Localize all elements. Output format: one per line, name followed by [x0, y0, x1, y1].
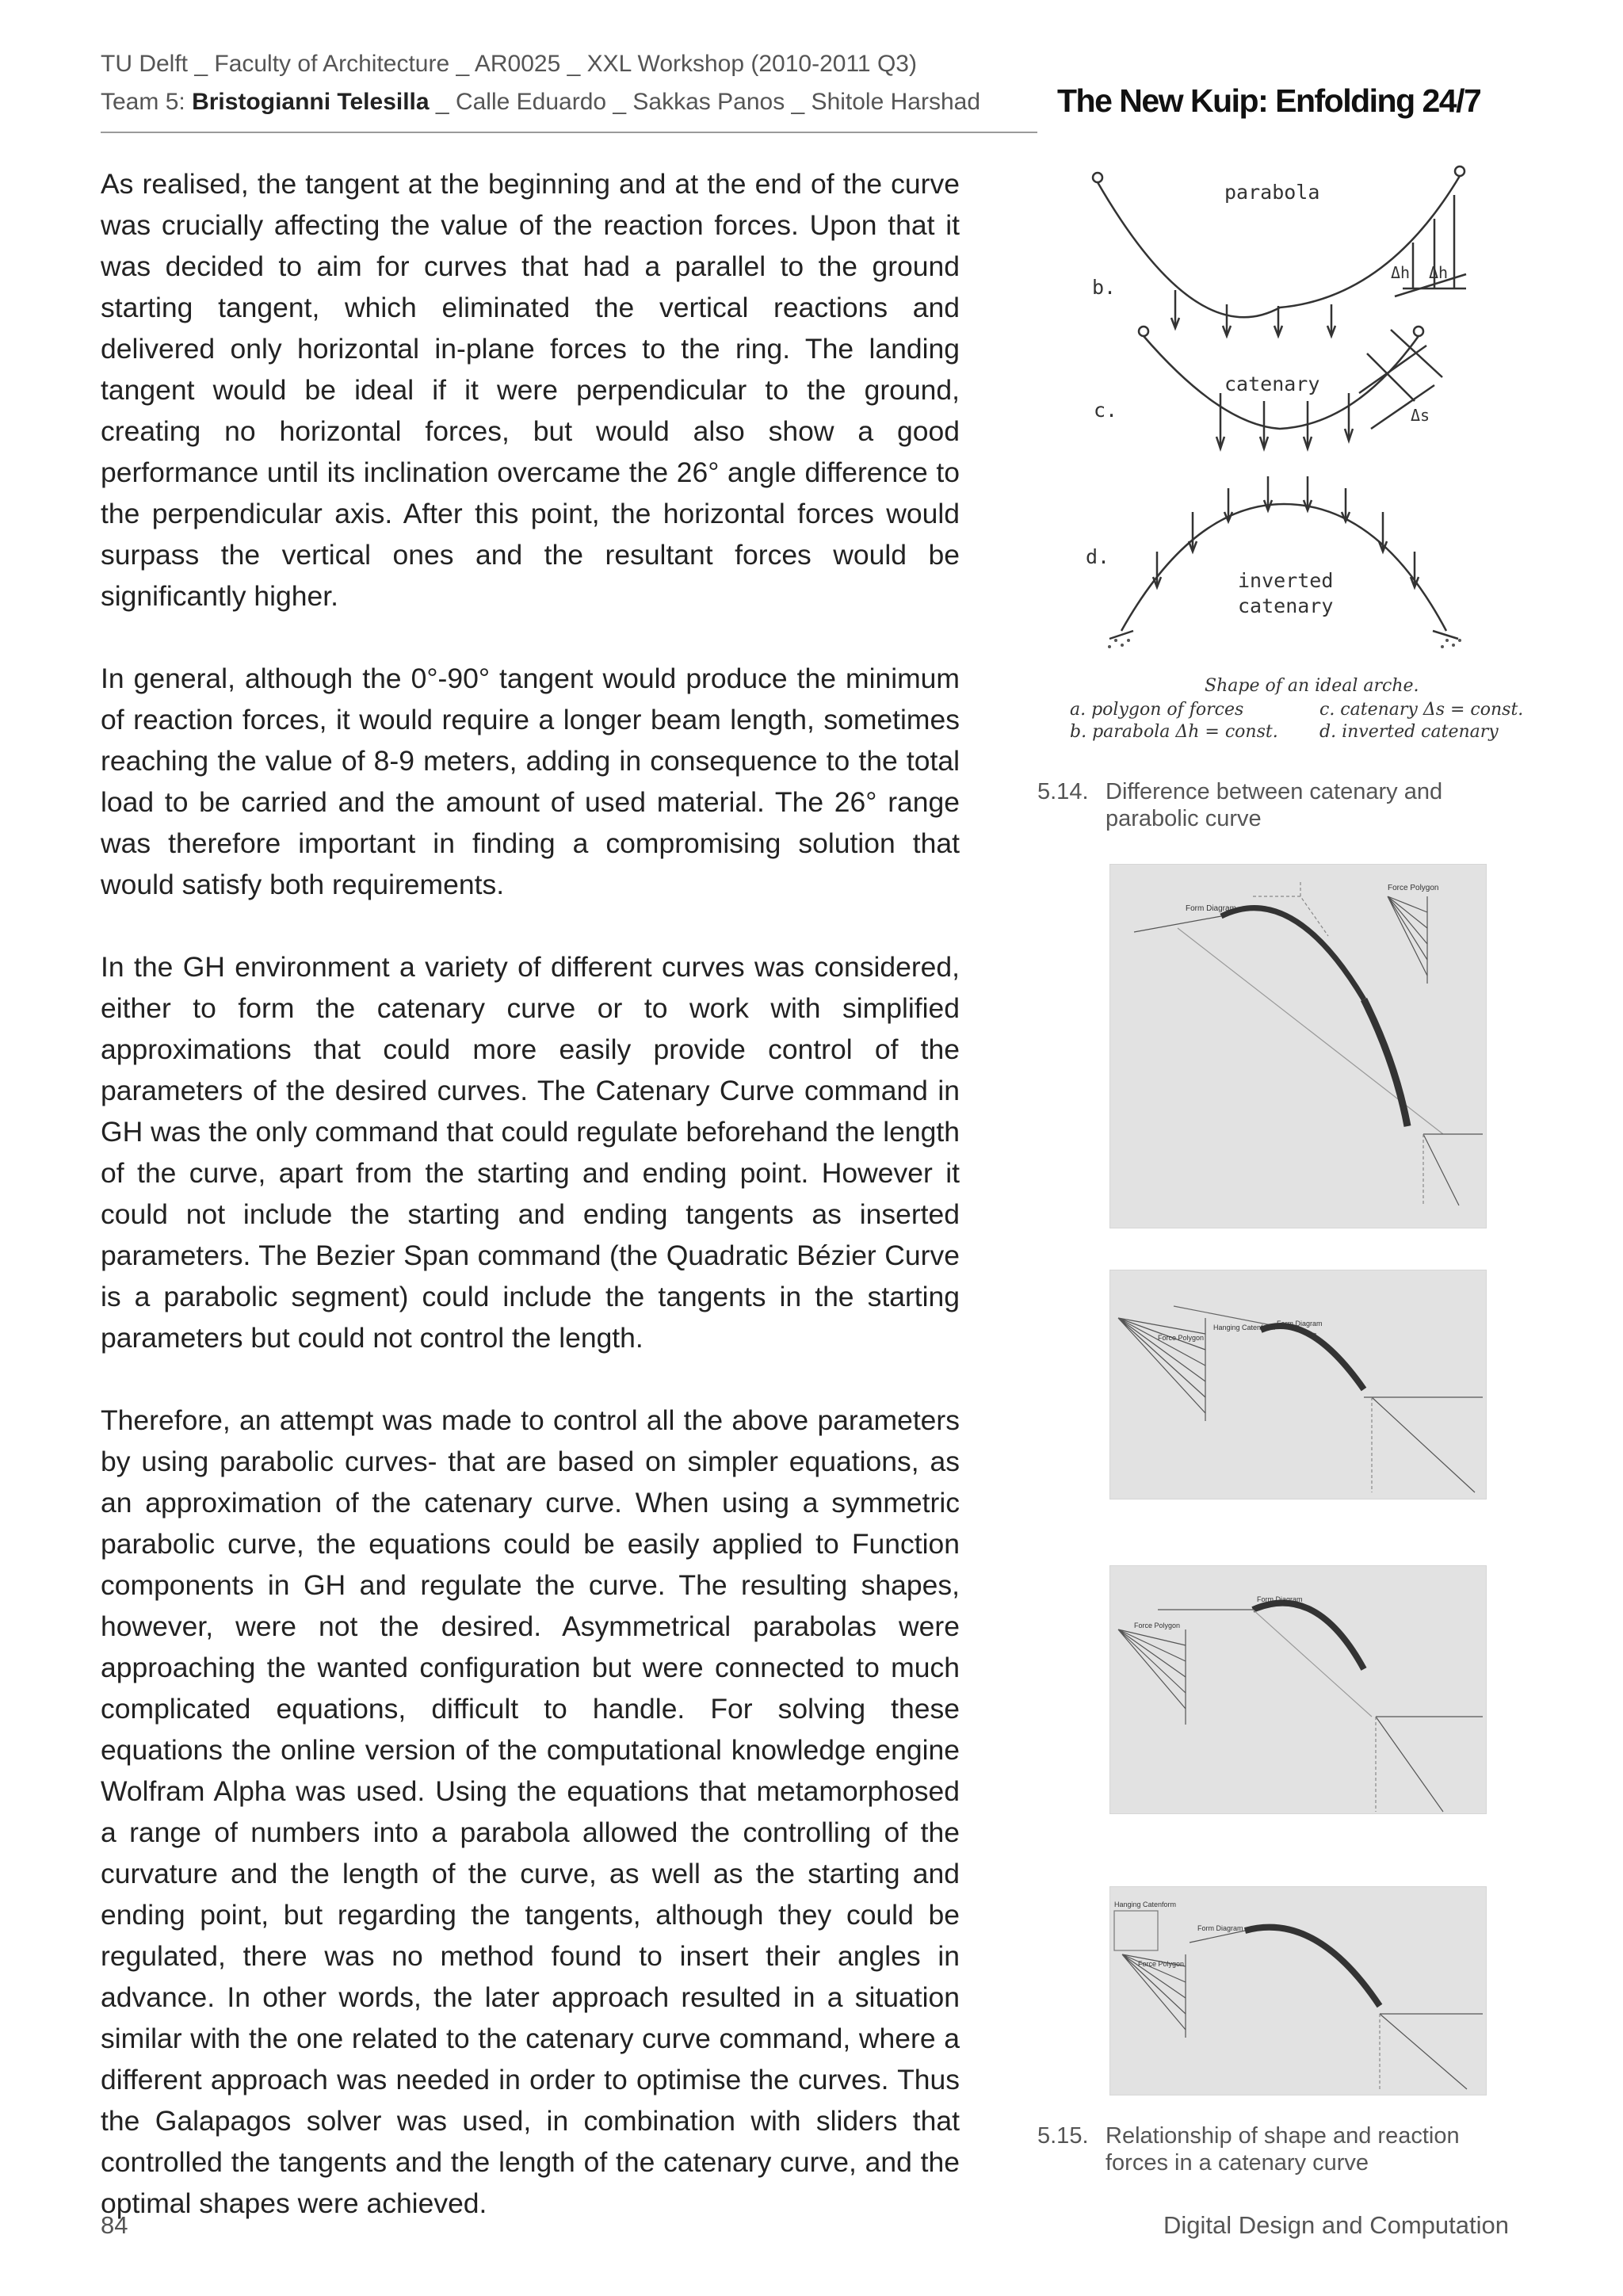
label-b: b.: [1092, 276, 1117, 299]
paragraph-4: Therefore, an attempt was made to control all the above parameters by using parabolic curves- that are based on simpler equations, as an approximation of the catenary curve. When using a symmetric parabolic curve, the equations could be easily applied to Function components in GH and regulate the curve. The resulting shapes, however, were not the desired. Asymmetrical parabolas were approaching the wanted configuration but were connected to much complicated equations, difficult to handle. For solving these equations the online version of the computational knowledge engine Wolfram Alpha was used. Using the equations that metamorphosed a range of numbers into a parabola allowed the controlling of the curvature and the length of the curve, as well as the starting and ending point, but regarding the tangents, although they could be regulated, there was no method found to insert their angles in advance. In other words, the later approach resulted in a situation similar with the one related to the catenary curve command, where a different approach was needed in order to optimise the curves. Thus the Galapagos solver was used, in combination with sliders that controlled the tangents and the length of the catenary curve, and the optimal shapes were achieved.: [101, 1404, 960, 2219]
shot3-form-label: Form Diagram: [1257, 1595, 1303, 1603]
page-number: 84: [101, 2211, 128, 2239]
legend-b: b. parabola Δh = const.: [1070, 722, 1278, 742]
shot1-form-label: Form Diagram: [1186, 904, 1236, 913]
caption-5-15-number: 5.15.: [1037, 2123, 1089, 2149]
caption-5-14-text: Difference between catenary and parabolic curve: [1106, 779, 1443, 831]
label-dh-1: Δh: [1391, 263, 1411, 282]
label-catenary: catenary: [1224, 372, 1320, 395]
legend-a: a. polygon of forces: [1070, 700, 1244, 720]
caption-5-14-number: 5.14.: [1037, 779, 1089, 804]
catenary-screenshot-2: [1109, 1270, 1487, 1499]
caption-5-15-text: Relationship of shape and reaction forces in a catenary curve: [1106, 2123, 1460, 2176]
catenary-screenshot-1: [1109, 864, 1487, 1228]
document-title: The New Kuip: Enfolding 24/7: [1057, 82, 1481, 119]
body-text: [101, 163, 960, 2265]
label-c: c.: [1094, 399, 1118, 422]
legend-c: c. catenary Δs = const.: [1319, 700, 1524, 720]
shot4-form-label: Form Diagram: [1197, 1924, 1243, 1932]
paragraph-1: As realised, the tangent at the beginning and at the end of the curve was crucially affecting the value of the reaction forces. Upon that it was decided to aim for curves that had a parallel to the ground starting tangent, which eliminated the vertical reactions and delivered only horizontal in-plane forces to the ring. The landing tangent would be ideal if it were perpendicular to the ground, creating no horizontal forces, but would also show a good performance until its inclination overcame the 26° angle difference to the perpendicular axis. After this point, the horizontal forces would surpass the vertical ones and the resultant forces would be significantly higher.: [101, 168, 960, 612]
legend-d: d. inverted catenary: [1319, 722, 1499, 742]
shot2-force-label: Force Polygon: [1158, 1334, 1205, 1342]
shot3-force-label: Force Polygon: [1134, 1622, 1181, 1629]
label-parabola: parabola: [1224, 181, 1320, 204]
shot4-force-label: Force Polygon: [1138, 1960, 1185, 1968]
label-d: d.: [1086, 545, 1110, 568]
header-divider: [101, 132, 1037, 133]
label-inverted: inverted: [1238, 569, 1334, 592]
legend-title: Shape of an ideal arche.: [1205, 676, 1419, 696]
team-lead: Bristogianni Telesilla: [192, 89, 430, 115]
team-prefix: Team 5:: [101, 89, 193, 115]
catenary-screenshot-4: [1109, 1886, 1487, 2095]
catenary-screenshot-3: [1109, 1565, 1487, 1814]
arch-shape-sketch: [1054, 155, 1545, 758]
shot2-form-label: Form Diagram: [1277, 1320, 1323, 1328]
header-course-line: TU Delft _ Faculty of Architecture _ AR0025 _ XXL Workshop (2010-2011 Q3): [101, 51, 917, 77]
header-team-line: [101, 89, 980, 116]
label-inverted-catenary: catenary: [1238, 594, 1334, 617]
section-title: Digital Design and Computation: [1163, 2211, 1509, 2239]
shot2-hanging-label: Hanging Catenform: [1213, 1324, 1276, 1331]
shot1-force-label: Force Polygon: [1388, 884, 1439, 892]
paragraph-2: In general, although the 0°-90° tangent would produce the minimum of reaction forces, it would require a longer beam length, sometimes reaching the value of 8-9 meters, adding in consequence to the total load to be carried and the amount of used material. The 26° range was therefore important in finding a compromising solution that would satisfy both requirements.: [101, 663, 960, 900]
label-dh-2: Δh: [1429, 263, 1449, 282]
shot4-hanging-label: Hanging Catenform: [1114, 1901, 1177, 1908]
label-ds: Δs: [1411, 406, 1430, 425]
team-members: _ Calle Eduardo _ Sakkas Panos _ Shitole Harshad: [429, 89, 981, 115]
paragraph-3: In the GH environment a variety of different curves was considered, either to form the catenary curve or to work with simplified approximations that could more easily provide control of the parameters of the desired curves. The Catenary Curve command in GH was the only command that could regulate beforehand the length of the curve, apart from the starting and ending point. However it could not include the starting and ending tangents as inserted parameters. The Bezier Span command (the Quadratic Bézier Curve is a parabolic segment) could include the tangents in the starting parameters but could not control the length.: [101, 951, 960, 1354]
